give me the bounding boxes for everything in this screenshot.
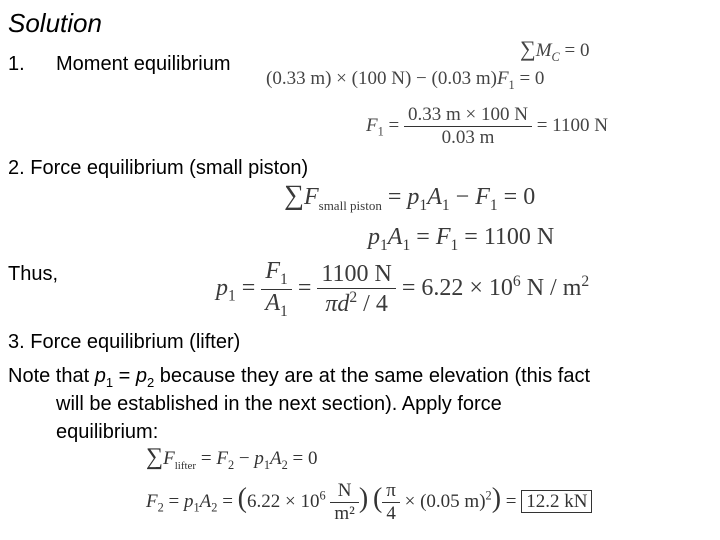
note-p1: p	[94, 365, 106, 387]
f1-fraction-numerator: 0.33 m × 100 N	[404, 104, 532, 127]
note-p2: p	[135, 365, 147, 387]
step1-label: Moment equilibrium	[56, 53, 231, 75]
p1a1-result: = 1100 N	[458, 224, 555, 250]
lifter-force-equation: $\sum F_{lifter} = F_2 - p_1A_2 = 0$	[146, 444, 318, 472]
step1-number: 1.	[8, 53, 25, 75]
small-piston-subscript: small piston	[318, 197, 382, 213]
small-piston-force-equation: $\sum F_{small piston} = p_1A_1 - F_1 = 0$	[284, 180, 536, 214]
step2-label: 2. Force equilibrium (small piston)	[8, 157, 309, 179]
step3-label: 3. Force equilibrium (lifter)	[8, 331, 241, 353]
final-answer-box: 12.2 kN	[521, 490, 592, 513]
f1-fraction-denominator: 0.03 m	[441, 127, 495, 148]
note-post1: because they are at the same elevation (this fact	[154, 365, 591, 387]
f2-area-tail: × (0.05 m)	[404, 490, 486, 512]
note-sub2: 2	[147, 375, 155, 390]
f1-result: = 1100 N	[536, 114, 608, 136]
note-equals: =	[113, 365, 136, 387]
moment-balance-equation: (0.33 m) × (100 N) − (0.03 $m)F_1 = 0$	[266, 68, 545, 92]
p1a1-equation: $p_1A_1 = F_1 = 1100$ N	[368, 224, 555, 254]
p1-fraction-numerator: 1100 N	[317, 261, 395, 289]
moment-sum-equation: $\sum M_C = 0$	[520, 36, 590, 64]
note-line-2: will be established in the next section). Apply force	[56, 393, 502, 415]
p1-pressure-equation: $p_1$ = $\frac{F_1}{A_1}$ = $\frac{1100 N}{\pi d^2 / 4}$ = $6.22 \times 10^6$ N / $m^2$	[216, 258, 590, 320]
f2-solution-equation: $F_2 = p_1A_2 = (6.22 \times 10^6$ $\frac{N}{\text{m²}}$ ) ( $\frac{\pi}{4}$ × (0.05 m)$^2$) = 12.2 kN	[146, 480, 592, 525]
f2-pressure-exponent: 6	[319, 488, 326, 503]
f2-unit-numerator: N	[330, 480, 358, 503]
p1-result-mantissa: = 6.22 × 10	[401, 274, 513, 301]
f2-pi-denominator: 4	[386, 503, 396, 524]
p1-result-unit: N / m	[520, 274, 582, 301]
f2-unit-denominator: m²	[334, 503, 355, 524]
thus-label: Thus,	[8, 263, 59, 285]
f2-pi-numerator: π	[382, 480, 400, 503]
p1-result-exponent: 6	[512, 272, 521, 290]
note-sub1: 1	[105, 375, 114, 390]
note-line-3: equilibrium:	[56, 421, 159, 443]
page-title: Solution	[8, 8, 102, 38]
f2-pressure-mantissa: 6.22 × 10	[247, 490, 320, 512]
lifter-subscript: lifter	[174, 459, 197, 472]
f1-solution-equation: $F_1$ = $\frac{0.33 m \times 100 N}{0.03 m}$ = 1100 N	[366, 104, 608, 148]
note-pre: Note that	[8, 365, 95, 387]
